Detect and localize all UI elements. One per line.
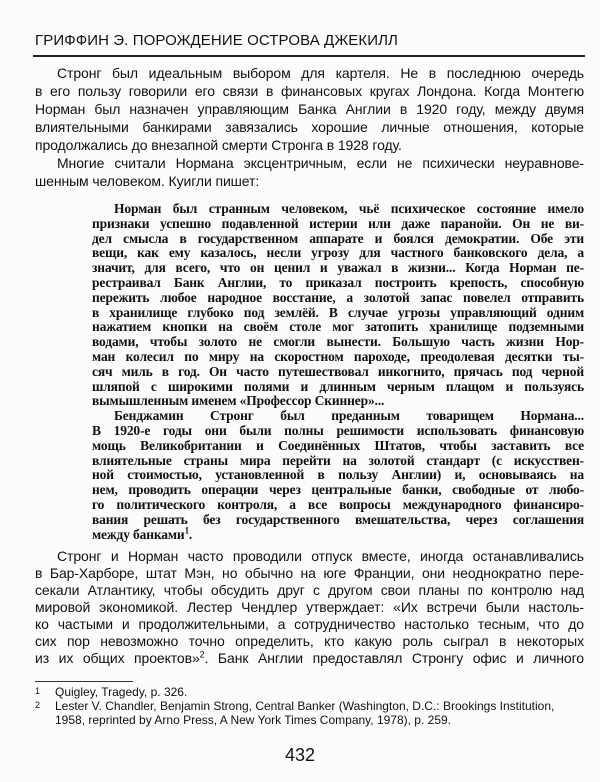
footnote (35, 685, 584, 699)
text-line: влиятельными банкирами завязались хорошие личные отношения, которые (35, 119, 584, 135)
text-line (35, 650, 584, 667)
text-line: в Бар-Харборе, штат Мэн, но обычно на юге Франции, они неоднократно пере- (35, 565, 584, 581)
text-line: Бенджамин Стронг был преданным товарищем Нормана... (114, 408, 584, 424)
text-line: вания решать без государственного вмешательства, через соглашения (92, 511, 584, 527)
text-line: Норман был странным человеком, чьё психическое состояние имело (114, 201, 584, 216)
footnote-text: Quigley, Tragedy, p. 326. (55, 685, 188, 699)
text-line: Многие считали Нормана эксцентричным, если не психически неуравнове- (57, 155, 584, 171)
text-line: в хранилище глубоко под землёй. В случае угрозы управляющий одним (92, 304, 584, 320)
text-line: пережить любое народное восстание, а золотой запас повелел отправить (92, 289, 584, 305)
text-line: ной стоимостью, установленной в пользу Англии) и, основываясь на (92, 467, 584, 483)
footnote-ref[interactable]: 2 (199, 649, 205, 660)
footnote-rule (35, 681, 133, 682)
text-line (92, 525, 584, 543)
text-line: ко частыми и продолжительными, а сотрудничество настолько тесным, что до (35, 616, 584, 632)
text-line: нажатием кнопки на своём столе мог затопить хранилище подземными (92, 319, 584, 335)
page-number: 432 (284, 745, 316, 765)
text-line: ман колесил по миру на скоростном пароходе, преодолевая десятки ты- (92, 348, 584, 364)
text-line: в его пользу говорили его связи в финансовых кругах Лондона. Когда Монтегю (35, 83, 584, 99)
block-quote (92, 202, 584, 542)
text-line: дел смысла в государственном аппарате и боялся демократии. Обе эти (92, 230, 584, 246)
footnote-ref[interactable]: 1 (184, 525, 189, 536)
text-line: сих пор невозможно точно определить, кто какую роль сыграл в некоторых (35, 633, 584, 649)
text-line: Стронг был идеальным выбором для картеля. Не в последнюю очередь (57, 65, 584, 81)
header-rule (33, 55, 585, 57)
text-segment: из их общих проектов» (35, 650, 200, 666)
footnote-number: 1 (35, 686, 41, 696)
text-line: мировой экономикой. Лестер Чендлер утверждает: «Их встречи были настоль- (35, 599, 584, 615)
text-line: Норман был назначен управляющим Банка Англии в 1920 году, между двумя (35, 101, 584, 117)
text-line: шенным человеком. Куигли пишет: (35, 173, 260, 189)
text-line: продолжались до внезапной смерти Стронга в 1928 году. (35, 137, 402, 153)
body-text-top (35, 64, 584, 190)
text-line: Стронг и Норман часто проводили отпуск вместе, иногда останавливались (57, 548, 584, 564)
text-line: вещи, как ему казалось, несли угрозу для частного банковского дела, а (92, 245, 584, 261)
footnote (35, 699, 584, 727)
footnote-text: Lester V. Chandler, Benjamin Strong, Central Banker (Washington, D.C.: Brookings Institution, 1958, reprinted by Arno Press, A New York Times Company, 1978), p. 259. (55, 699, 555, 727)
punctuation: . (188, 526, 193, 542)
text-line: шляпой с широкими полями и длинным черным плащом и пользуясь (92, 378, 584, 394)
text-line: секали Атлантику, чтобы обсудить друг с другом свои планы по контролю над (35, 582, 584, 598)
text-line: вымышленным именем «Профессор Скиннер»... (92, 393, 385, 409)
footnotes (35, 685, 584, 727)
text-line: В 1920-е годы они были полны решимости использовать финансовую (92, 422, 584, 438)
text-line: рестраивал Банк Англии, то приказал построить крепость, способную (92, 274, 584, 290)
running-header: ГРИФФИН Э. ПОРОЖДЕНИЕ ОСТРОВА ДЖЕКИЛЛ (35, 32, 398, 49)
text-line: нем, проводить операции через центральные банки, свободные от любо- (92, 482, 584, 498)
footnote-number: 2 (35, 700, 41, 710)
text-line: го политического контроля, а все вопросы международного финансиро- (92, 496, 584, 512)
text-line: признаки успешно подавленной истерии или даже паранойи. Он не ви- (92, 215, 584, 231)
text-line: влиятельные страны мира перейти на золотой стандарт (с искусствен- (92, 452, 584, 468)
text-line: мощь Великобритании и Соединённых Штатов, чтобы заставить все (92, 437, 584, 453)
text-line: водами, чтобы золото не смогли вынести. Большую часть жизни Нор- (92, 334, 584, 350)
text-line: значит, для всего, что он ценил и уважал в жизни... Когда Норман пе- (92, 260, 584, 276)
body-text-bottom (35, 548, 584, 667)
text-segment: . Банк Англии предоставлял Стронгу офис и личного (204, 650, 584, 666)
text-line: сяч миль в год. Он часто путешествовал инкогнито, прячась под черной (92, 363, 584, 379)
text-segment: между банками (92, 526, 185, 542)
